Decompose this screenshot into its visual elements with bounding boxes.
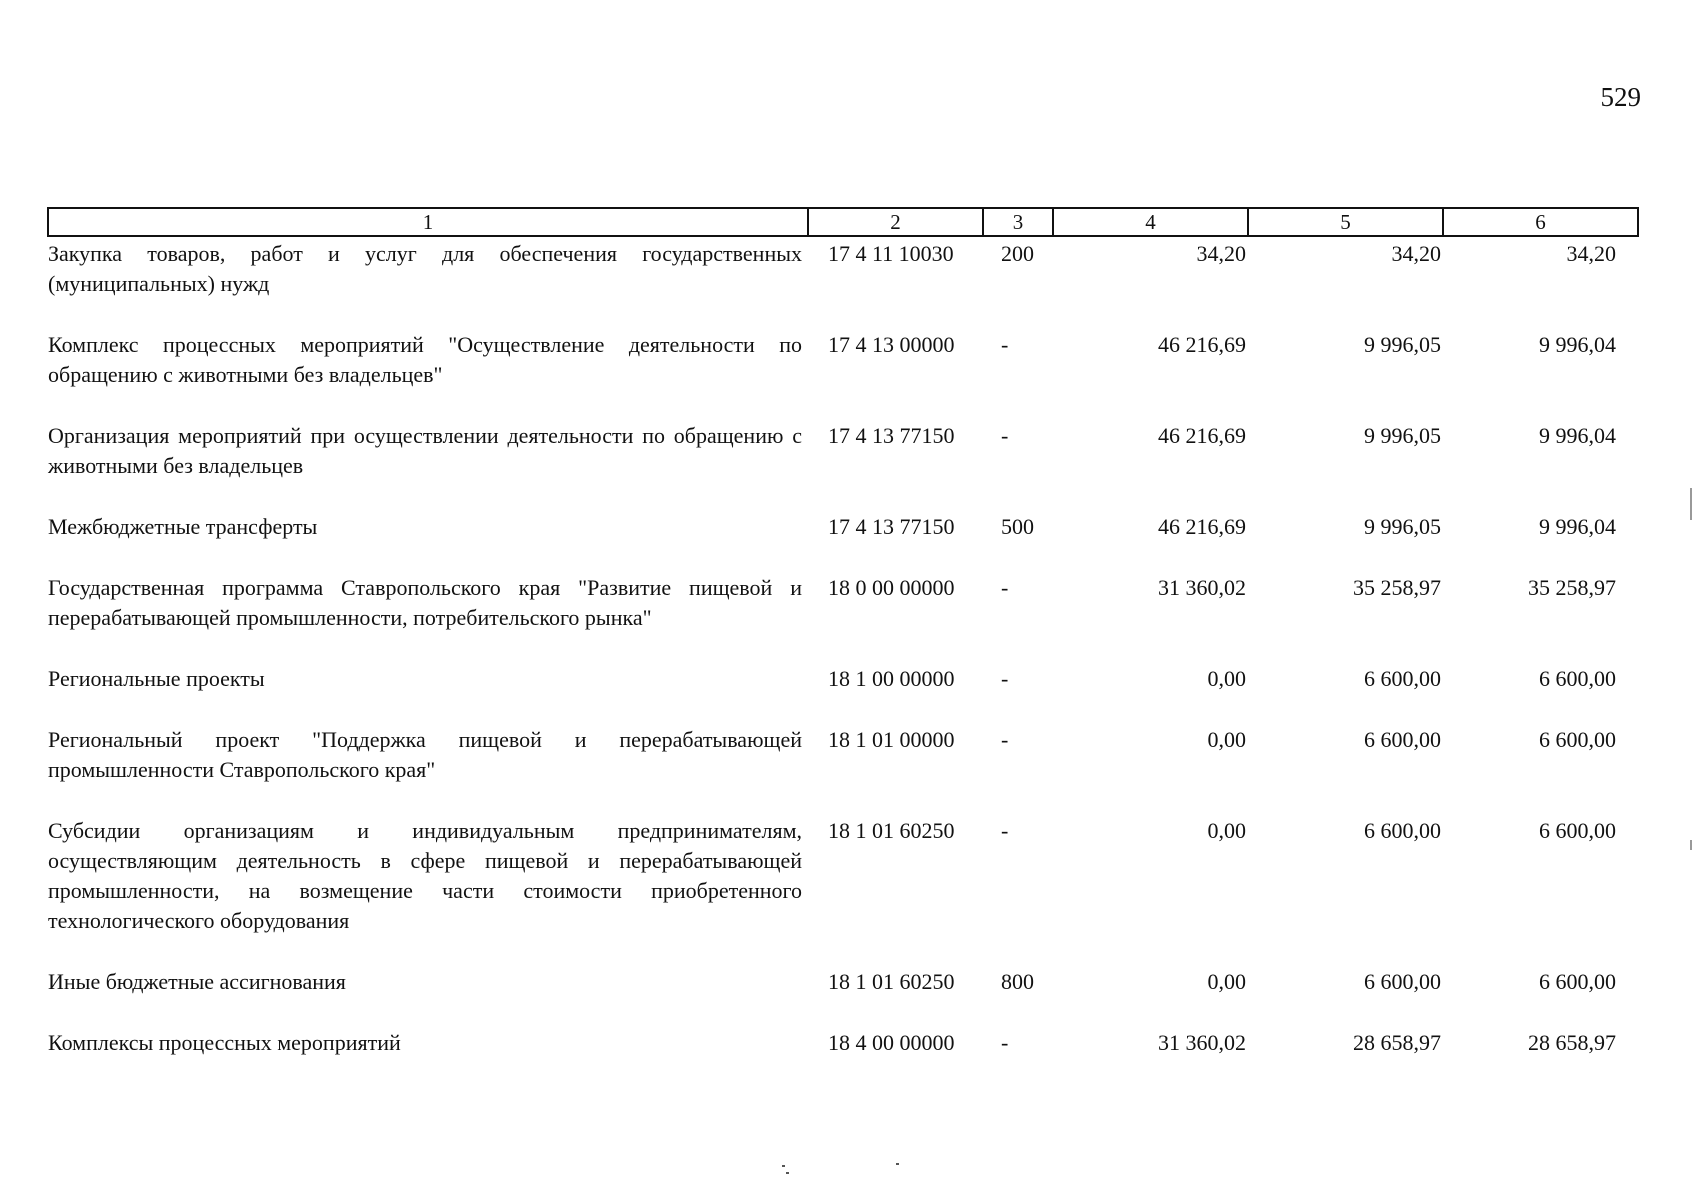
row-expense-type: - [1001, 818, 1009, 843]
row-value-col5: 28 658,97 [1353, 1030, 1441, 1055]
scan-edge-mark [1690, 840, 1692, 850]
row-value-col6: 6 600,00 [1539, 727, 1616, 752]
header-col-3: 3 [983, 208, 1053, 236]
scan-speck [782, 1165, 785, 1167]
row-value-col5: 6 600,00 [1364, 969, 1441, 994]
row-code: 17 4 13 77150 [828, 514, 955, 539]
row-value-col6: 6 600,00 [1539, 969, 1616, 994]
row-expense-type: 500 [1001, 514, 1034, 539]
header-col-4: 4 [1053, 208, 1248, 236]
table-row [48, 664, 1638, 725]
header-col-6: 6 [1443, 208, 1638, 236]
row-expense-type: 200 [1001, 241, 1034, 266]
row-expense-type: - [1001, 575, 1009, 600]
row-name: Субсидии организациям и индивидуальным предпринимателям, осуществляющим деятельность в сфере пищевой и перерабатывающей промышленности, на возмещение части стоимости приобретенного технологического оборудования [48, 818, 802, 933]
table-row [48, 573, 1638, 664]
row-value-col6: 9 996,04 [1539, 514, 1616, 539]
row-value-col4: 46 216,69 [1158, 332, 1246, 357]
row-code: 18 1 01 60250 [828, 818, 955, 843]
row-value-col4: 0,00 [1207, 666, 1246, 691]
table-row [48, 236, 1638, 330]
row-value-col6: 34,20 [1566, 241, 1616, 266]
row-expense-type: 800 [1001, 969, 1034, 994]
row-name: Межбюджетные трансферты [48, 514, 318, 539]
page-number: 529 [1600, 82, 1641, 112]
row-value-col4: 31 360,02 [1158, 575, 1246, 600]
header-col-5: 5 [1248, 208, 1443, 236]
row-name: Комплексы процессных мероприятий [48, 1030, 401, 1055]
budget-table [47, 207, 1639, 1089]
row-name: Государственная программа Ставропольского края "Развитие пищевой и перерабатывающей промышленности, потребительского рынка" [48, 575, 802, 630]
row-value-col4: 46 216,69 [1158, 514, 1246, 539]
table-row [48, 1028, 1638, 1089]
table-row [48, 967, 1638, 1028]
row-code: 18 0 00 00000 [828, 575, 955, 600]
row-value-col5: 6 600,00 [1364, 666, 1441, 691]
row-value-col4: 0,00 [1207, 969, 1246, 994]
row-value-col5: 6 600,00 [1364, 727, 1441, 752]
row-name: Иные бюджетные ассигнования [48, 969, 346, 994]
table-header [48, 208, 1638, 236]
table-row [48, 330, 1638, 421]
scan-speck [786, 1172, 789, 1174]
header-col-2: 2 [808, 208, 983, 236]
row-value-col5: 9 996,05 [1364, 514, 1441, 539]
row-code: 17 4 13 00000 [828, 332, 955, 357]
row-value-col5: 6 600,00 [1364, 818, 1441, 843]
row-value-col6: 6 600,00 [1539, 666, 1616, 691]
table-row [48, 816, 1638, 967]
row-expense-type: - [1001, 423, 1009, 448]
table-row [48, 421, 1638, 512]
row-value-col5: 35 258,97 [1353, 575, 1441, 600]
row-name: Комплекс процессных мероприятий "Осуществление деятельности по обращению с животными без владельцев" [48, 332, 802, 387]
row-value-col6: 35 258,97 [1528, 575, 1616, 600]
row-value-col4: 0,00 [1207, 727, 1246, 752]
row-expense-type: - [1001, 666, 1009, 691]
header-col-1: 1 [48, 208, 808, 236]
scan-edge-mark [1690, 488, 1692, 520]
row-value-col5: 9 996,05 [1364, 332, 1441, 357]
row-expense-type: - [1001, 1030, 1009, 1055]
header-row [48, 208, 1638, 236]
table-row [48, 725, 1638, 816]
row-code: 17 4 11 10030 [828, 241, 954, 266]
row-value-col6: 9 996,04 [1539, 332, 1616, 357]
row-value-col6: 6 600,00 [1539, 818, 1616, 843]
row-value-col4: 31 360,02 [1158, 1030, 1246, 1055]
row-expense-type: - [1001, 727, 1009, 752]
row-value-col4: 34,20 [1196, 241, 1246, 266]
row-value-col5: 9 996,05 [1364, 423, 1441, 448]
row-name: Региональные проекты [48, 666, 265, 691]
row-name: Организация мероприятий при осуществлении деятельности по обращению с животными без владельцев [48, 423, 802, 478]
table-body [48, 236, 1638, 1089]
row-code: 18 4 00 00000 [828, 1030, 955, 1055]
scan-speck [896, 1163, 899, 1165]
row-value-col4: 0,00 [1207, 818, 1246, 843]
row-name: Региональный проект "Поддержка пищевой и перерабатывающей промышленности Ставропольского края" [48, 727, 802, 782]
row-value-col4: 46 216,69 [1158, 423, 1246, 448]
table-row [48, 512, 1638, 573]
row-name: Закупка товаров, работ и услуг для обеспечения государственных (муниципальных) нужд [48, 241, 802, 296]
row-value-col6: 28 658,97 [1528, 1030, 1616, 1055]
row-expense-type: - [1001, 332, 1009, 357]
row-value-col6: 9 996,04 [1539, 423, 1616, 448]
row-code: 18 1 00 00000 [828, 666, 955, 691]
row-code: 18 1 01 60250 [828, 969, 955, 994]
row-code: 18 1 01 00000 [828, 727, 955, 752]
row-code: 17 4 13 77150 [828, 423, 955, 448]
row-value-col5: 34,20 [1391, 241, 1441, 266]
